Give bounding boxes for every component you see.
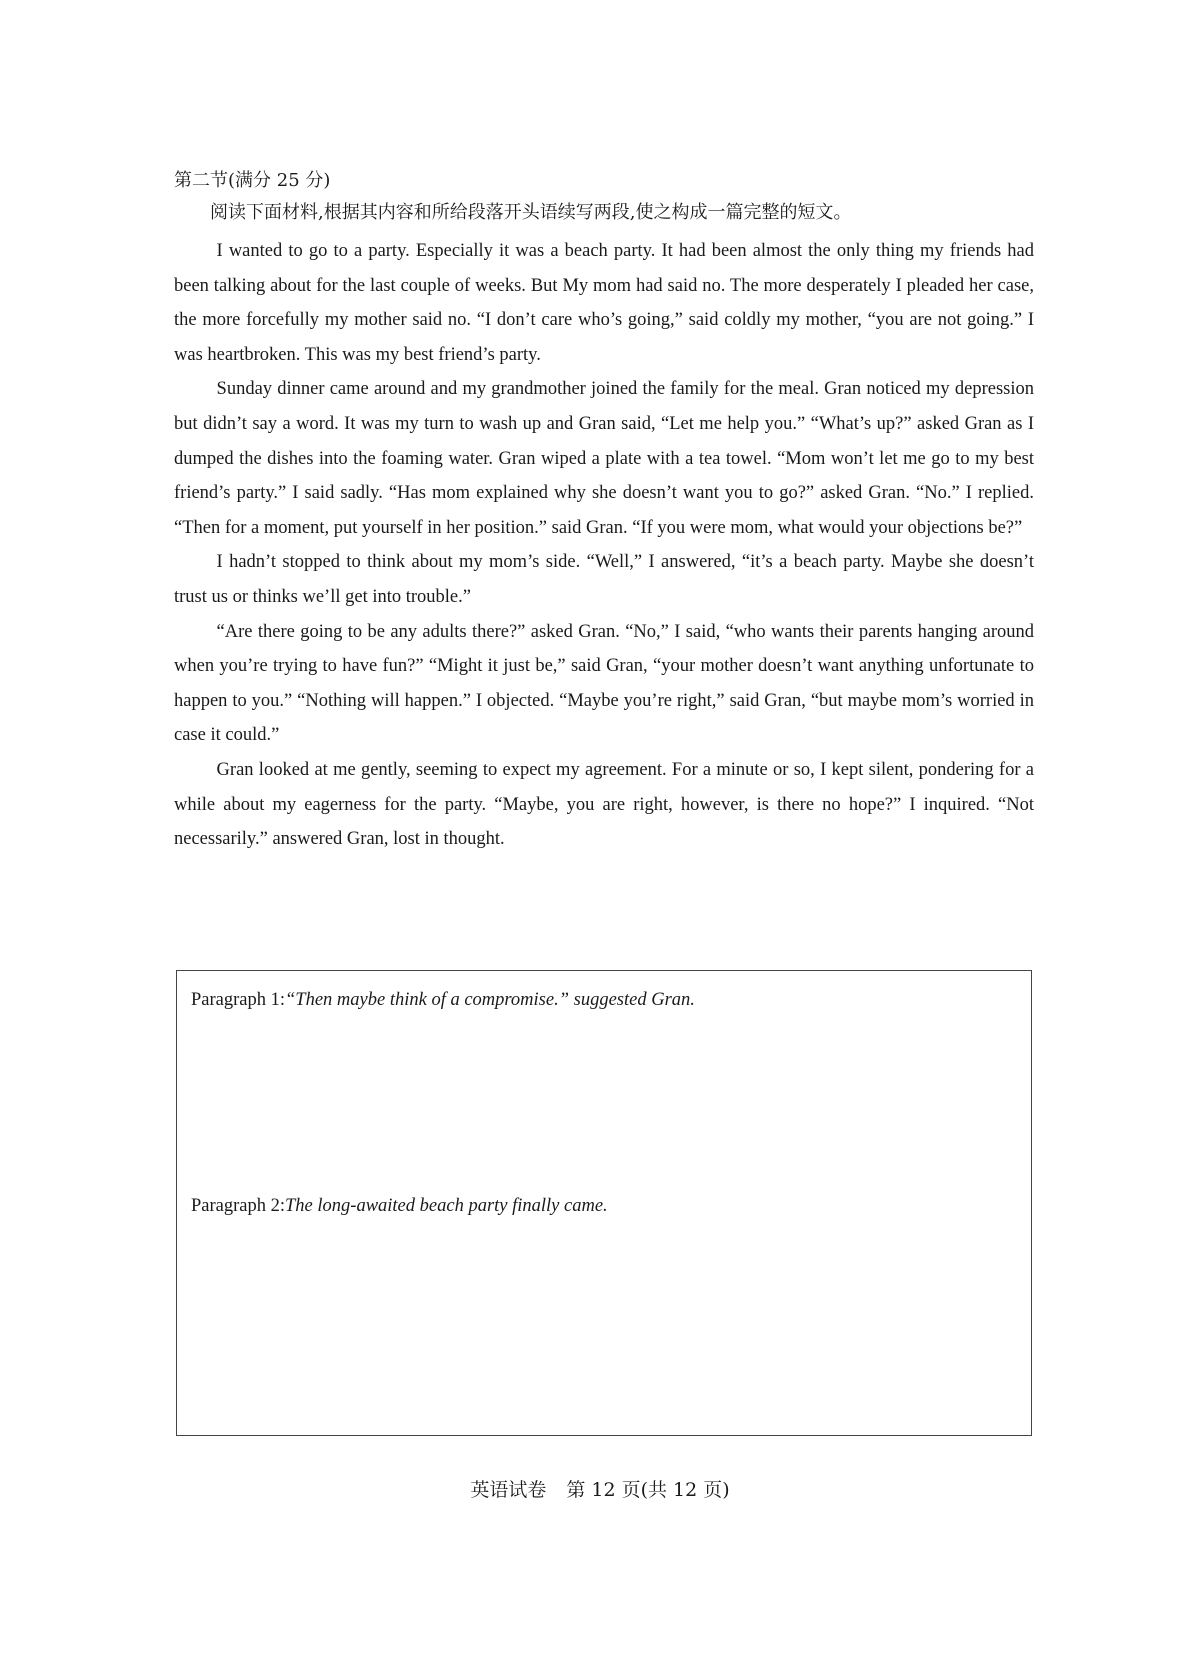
paragraph-2-separator: : bbox=[279, 1196, 286, 1216]
section-content bbox=[174, 168, 1034, 857]
paragraph-2-opening: The long-awaited beach party finally came. bbox=[285, 1196, 608, 1216]
paragraph-1-label: Paragraph 1 bbox=[191, 990, 280, 1010]
footer-page-info: 第 12 页(共 12 页) bbox=[566, 1479, 730, 1501]
section-heading: 第二节(满分 25 分) bbox=[174, 170, 331, 191]
passage-paragraph-5: Gran looked at me gently, seeming to expect my agreement. For a minute or so, I kept silent, pondering for a while about my eagerness for the party. “Maybe, you are right, however, is there no hope?” I inquired. “Not necessarily.” answered Gran, lost in thought. bbox=[174, 759, 1034, 850]
passage-paragraph-1: I wanted to go to a party. Especially it was a beach party. It had been almost the only thing my friends had been talking about for the last couple of weeks. But My mom had said no. The more desperately I pleaded her case, the more forcefully my mother said no. “I don’t care who’s going,” said coldly my mother, “you are not going.” I was heartbroken. This was my best friend’s party. bbox=[174, 241, 1034, 365]
reading-passage bbox=[174, 234, 1034, 857]
paragraph-1-prompt bbox=[191, 987, 695, 1013]
passage-paragraph-4: “Are there going to be any adults there?” asked Gran. “No,” I said, “who wants their parents hanging around when you’re trying to have fun?” “Might it just be,” said Gran, “your mother doesn’t want anything unfortunate to happen to you.” “Nothing will happen.” I objected. “Maybe you’re right,” said Gran, “but maybe mom’s worried in case it could.” bbox=[174, 621, 1034, 746]
section-instruction: 阅读下面材料,根据其内容和所给段落开头语续写两段,使之构成一篇完整的短文。 bbox=[210, 202, 852, 223]
passage-paragraph-3: I hadn’t stopped to think about my mom’s side. “Well,” I answered, “it’s a beach party. Maybe she doesn’t trust us or thinks we’ll get into trouble.” bbox=[174, 552, 1034, 607]
footer-subject: 英语试卷 bbox=[470, 1479, 547, 1501]
page-footer bbox=[0, 1476, 1200, 1504]
paragraph-2-label: Paragraph 2 bbox=[191, 1196, 280, 1216]
passage-paragraph-2: Sunday dinner came around and my grandmother joined the family for the meal. Gran noticed my depression but didn’t say a word. It was my turn to wash up and Gran said, “Let me help you.” “What’s up?” asked Gran as I dumped the dishes into the foaming water. Gran wiped a plate with a tea towel. “Mom won’t let me go to my best friend’s party.” I said sadly. “Has mom explained why she doesn’t want you to go?” asked Gran. “No.” I replied. “Then for a moment, put yourself in her position.” said Gran. “If you were mom, what would your objections be?” bbox=[174, 379, 1034, 538]
paragraph-2-prompt bbox=[191, 1193, 608, 1219]
answer-writing-box[interactable] bbox=[176, 970, 1032, 1436]
paragraph-1-opening: “Then maybe think of a compromise.” suggested Gran. bbox=[285, 990, 695, 1010]
paragraph-1-separator: : bbox=[279, 990, 286, 1010]
